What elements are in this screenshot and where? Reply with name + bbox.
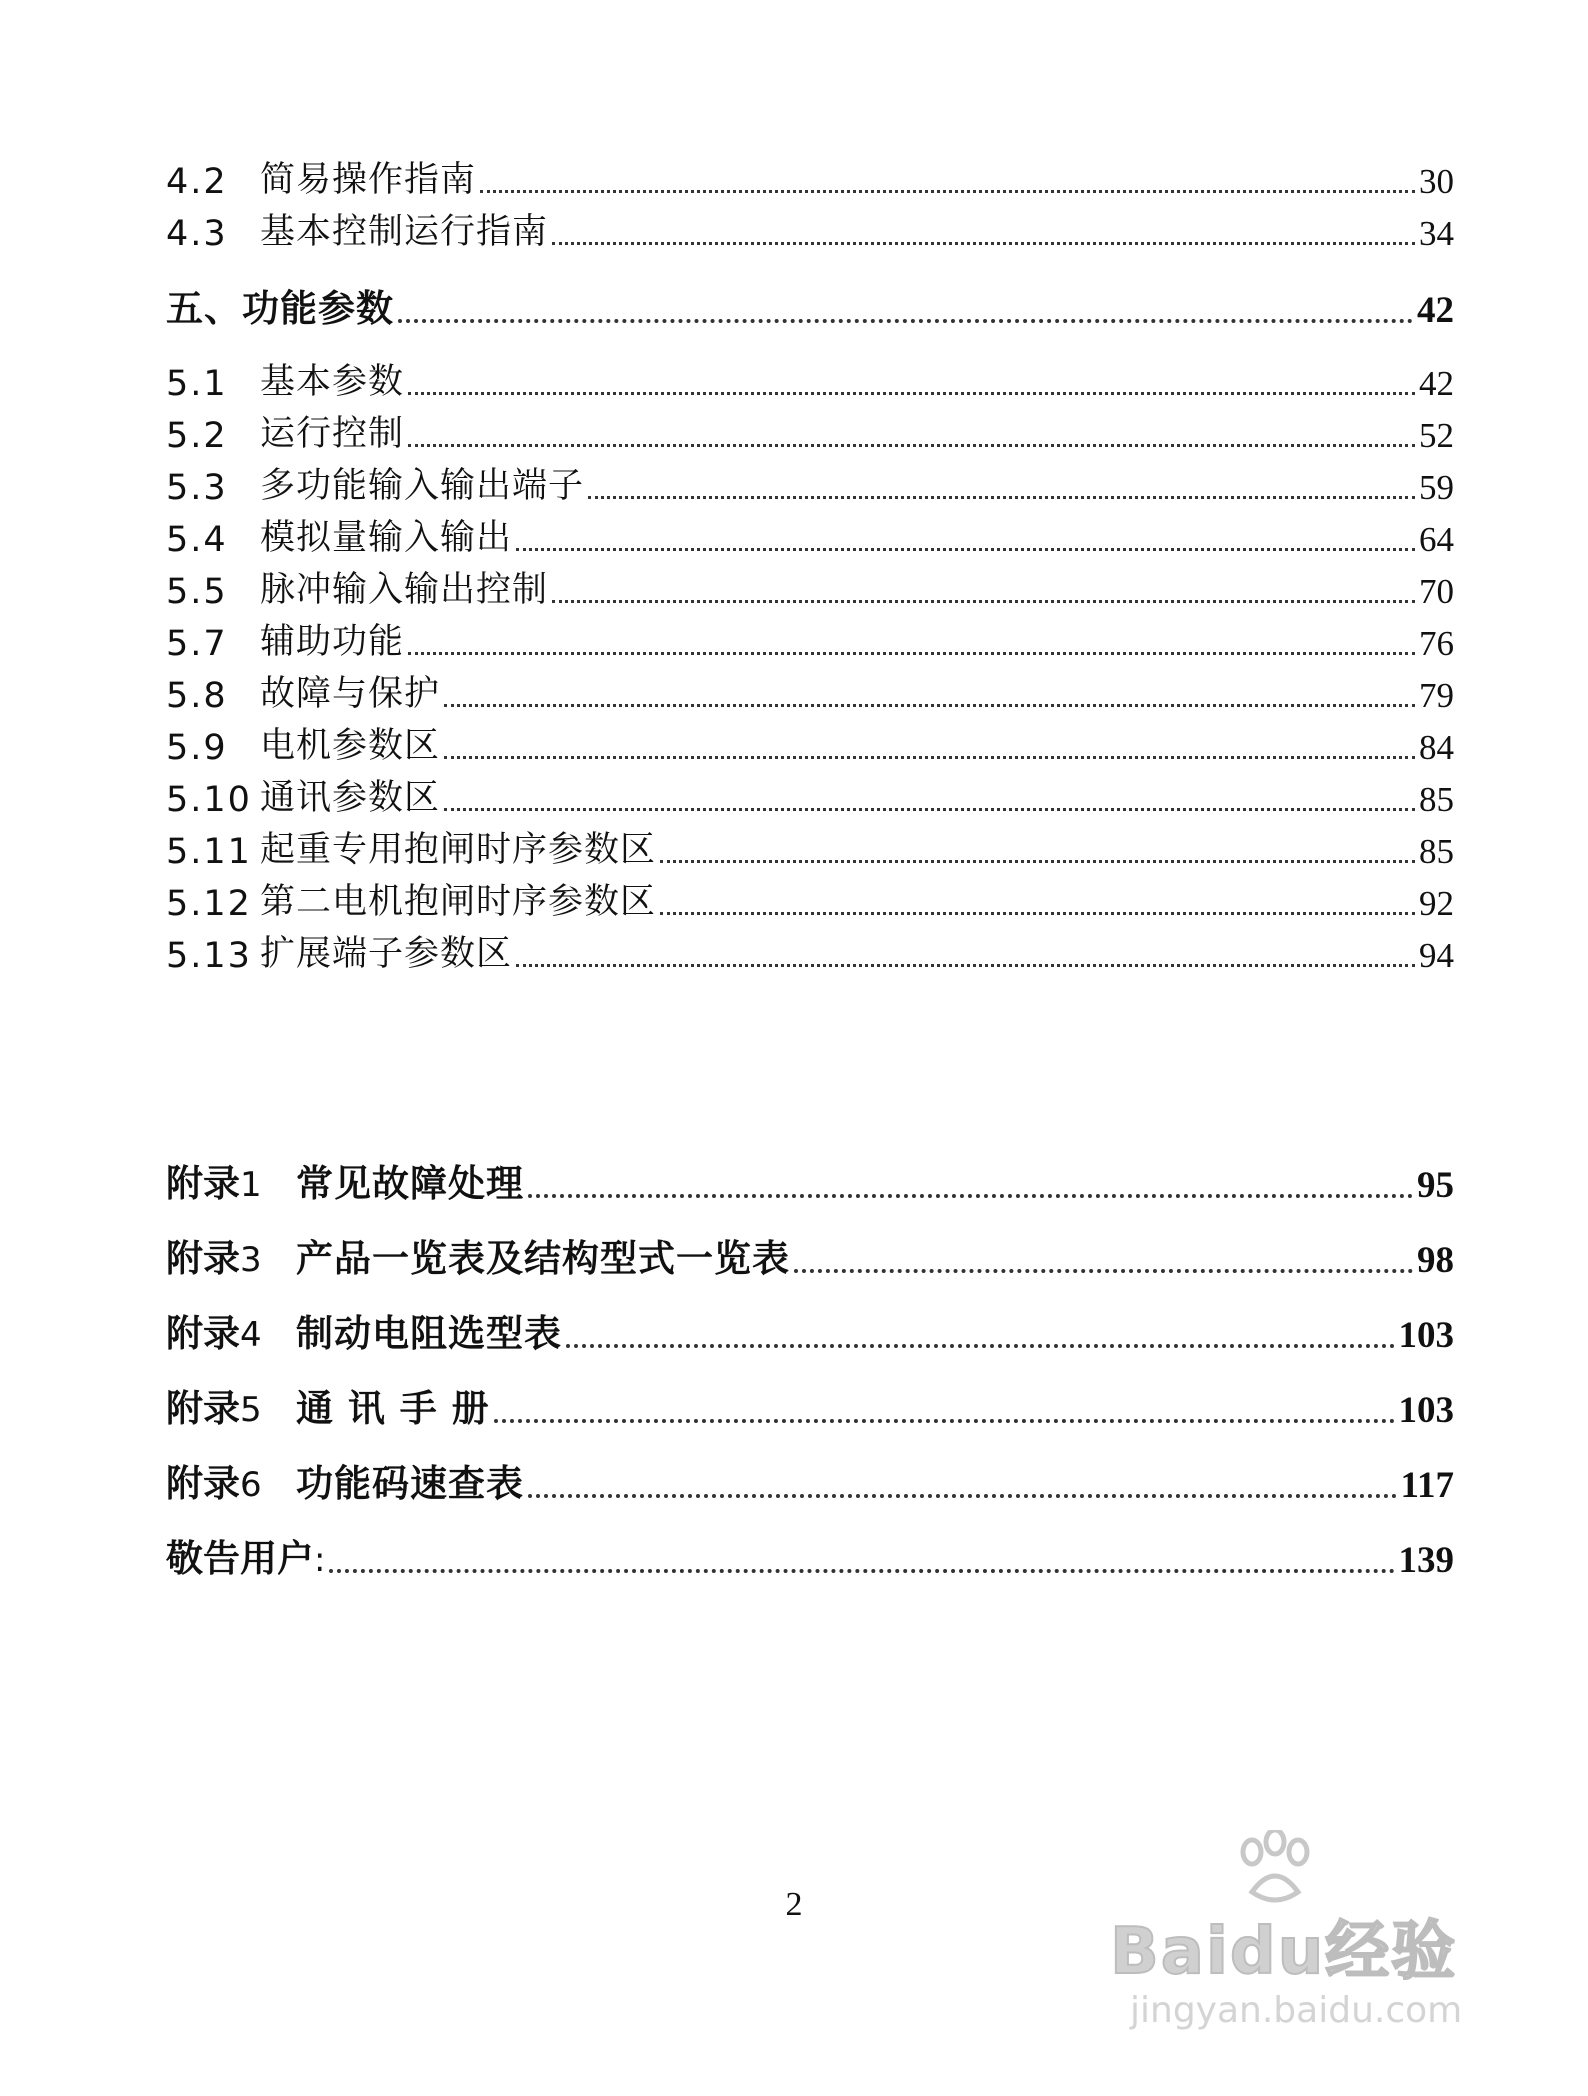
appendix-title: 功能码速查表 [296, 1462, 524, 1505]
toc-entry-number: 5.7 [166, 624, 228, 664]
chapter-title: 五、功能参数 [166, 287, 394, 330]
toc-entry-number: 5.11 [166, 832, 252, 872]
toc-appendix-3[interactable] [166, 1207, 1454, 1282]
toc-top-sections [166, 150, 1454, 254]
watermark-url: jingyan.baidu.com [1130, 1990, 1463, 2031]
toc-entry-title: 脉冲输入输出控制 [260, 570, 549, 610]
appendix-label: 附录6 [166, 1462, 262, 1505]
toc-entry-title: 基本控制运行指南 [260, 212, 549, 252]
toc-entry-title: 运行控制 [260, 414, 405, 454]
appendix-label: 附录1 [166, 1162, 262, 1205]
watermark [1110, 1830, 1490, 2050]
toc-entry-title: 多功能输入输出端子 [260, 466, 585, 506]
toc-entry-title: 模拟量输入输出 [260, 518, 513, 558]
dot-leader [552, 600, 1415, 603]
toc-entry-number: 4.2 [166, 162, 228, 202]
dot-leader [528, 1494, 1397, 1498]
toc-chapter-5[interactable] [166, 272, 1454, 332]
toc-chapter-5-sections [166, 352, 1454, 976]
toc-entry-number: 5.9 [166, 728, 228, 768]
toc-entry-5-11[interactable] [166, 820, 1454, 872]
toc-entry-number: 5.13 [166, 936, 252, 976]
toc-entry-title: 电机参数区 [260, 726, 441, 766]
watermark-brand: Baidu经验 [1110, 1915, 1458, 1989]
toc-appendices [166, 1132, 1454, 1582]
dot-leader [566, 1344, 1395, 1348]
toc-appendix-5[interactable] [166, 1357, 1454, 1432]
toc-entry-5-2[interactable] [166, 404, 1454, 456]
toc-chapter [166, 272, 1454, 332]
toc-entry-number: 5.3 [166, 468, 228, 508]
appendix-title: 常见故障处理 [296, 1162, 524, 1205]
appendix-label: 附录4 [166, 1312, 262, 1355]
dot-leader [528, 1194, 1413, 1198]
toc-entry-5-8[interactable] [166, 664, 1454, 716]
toc-entry-page: 92 [1419, 884, 1454, 923]
dot-leader [444, 808, 1415, 811]
dot-leader [444, 704, 1415, 707]
toc-entry-5-3[interactable] [166, 456, 1454, 508]
dot-leader [408, 444, 1415, 447]
dot-leader [660, 860, 1415, 863]
toc-entry-title: 起重专用抱闸时序参数区 [260, 830, 657, 870]
toc-notice-to-users[interactable] [166, 1507, 1454, 1582]
notice-label: 敬告用户: [166, 1537, 326, 1580]
toc-entry-5-1[interactable] [166, 352, 1454, 404]
toc-entry-number: 5.4 [166, 520, 228, 560]
toc-entry-title: 故障与保护 [260, 674, 441, 714]
appendix-digit: 4 [240, 1315, 262, 1355]
appendix-title: 通 讯 手 册 [296, 1387, 490, 1430]
dot-leader [329, 1569, 1394, 1573]
dot-leader [516, 548, 1415, 551]
toc-entry-page: 30 [1419, 162, 1454, 201]
toc-entry-number: 5.8 [166, 676, 228, 716]
appendix-label: 附录3 [166, 1237, 262, 1280]
dot-leader [398, 319, 1413, 323]
appendix-digit: 5 [240, 1390, 262, 1430]
dot-leader [444, 756, 1415, 759]
toc-entry-page: 52 [1419, 416, 1454, 455]
toc-entry-page: 76 [1419, 624, 1454, 663]
dot-leader [480, 190, 1415, 193]
toc-entry-number: 5.5 [166, 572, 228, 612]
toc-entry-5-9[interactable] [166, 716, 1454, 768]
dot-leader [408, 652, 1415, 655]
toc-entry-page: 94 [1419, 936, 1454, 975]
toc-entry-5-13[interactable] [166, 924, 1454, 976]
toc-entry-number: 5.1 [166, 364, 228, 404]
appendix-page: 98 [1417, 1240, 1454, 1281]
notice-page: 139 [1398, 1540, 1454, 1581]
toc-entry-title: 扩展端子参数区 [260, 934, 513, 974]
appendix-page: 103 [1398, 1315, 1454, 1356]
dot-leader [494, 1419, 1395, 1423]
toc-entry-page: 84 [1419, 728, 1454, 767]
appendix-page: 103 [1398, 1390, 1454, 1431]
appendix-page: 95 [1417, 1165, 1454, 1206]
appendix-label: 附录5 [166, 1387, 262, 1430]
toc-entry-5-12[interactable] [166, 872, 1454, 924]
dot-leader [516, 964, 1415, 967]
toc-appendix-4[interactable] [166, 1282, 1454, 1357]
toc-entry-page: 70 [1419, 572, 1454, 611]
dot-leader [552, 242, 1415, 245]
toc-appendix-6[interactable] [166, 1432, 1454, 1507]
toc-entry-page: 34 [1419, 214, 1454, 253]
toc-entry-page: 79 [1419, 676, 1454, 715]
toc-entry-page: 85 [1419, 832, 1454, 871]
toc-entry-title: 通讯参数区 [260, 778, 441, 818]
page-number: 2 [785, 1886, 803, 1923]
toc-entry-page: 59 [1419, 468, 1454, 507]
toc-entry-4-3[interactable] [166, 202, 1454, 254]
dot-leader [588, 496, 1415, 499]
toc-entry-5-5[interactable] [166, 560, 1454, 612]
appendix-digit: 3 [240, 1240, 262, 1280]
toc-entry-4-2[interactable] [166, 150, 1454, 202]
appendix-page: 117 [1400, 1465, 1454, 1506]
toc-entry-number: 5.2 [166, 416, 228, 456]
toc-entry-page: 42 [1419, 364, 1454, 403]
dot-leader [794, 1269, 1413, 1273]
toc-entry-5-7[interactable] [166, 612, 1454, 664]
toc-entry-5-4[interactable] [166, 508, 1454, 560]
toc-entry-title: 基本参数 [260, 362, 405, 402]
toc-appendix-1[interactable] [166, 1132, 1454, 1207]
notice-colon: : [314, 1540, 326, 1580]
dot-leader [660, 912, 1415, 915]
toc-entry-title: 第二电机抱闸时序参数区 [260, 882, 657, 922]
toc-entry-page: 85 [1419, 780, 1454, 819]
toc-entry-number: 5.10 [166, 780, 252, 820]
toc-entry-number: 4.3 [166, 214, 228, 254]
appendix-title: 制动电阻选型表 [296, 1312, 562, 1355]
toc-entry-title: 辅助功能 [260, 622, 405, 662]
toc-entry-number: 5.12 [166, 884, 252, 924]
dot-leader [408, 392, 1415, 395]
chapter-page: 42 [1417, 290, 1454, 331]
appendix-digit: 1 [240, 1165, 262, 1205]
appendix-digit: 6 [240, 1465, 262, 1505]
toc-entry-page: 64 [1419, 520, 1454, 559]
appendix-title: 产品一览表及结构型式一览表 [296, 1237, 790, 1280]
toc-entry-title: 简易操作指南 [260, 160, 477, 200]
toc-entry-5-10[interactable] [166, 768, 1454, 820]
